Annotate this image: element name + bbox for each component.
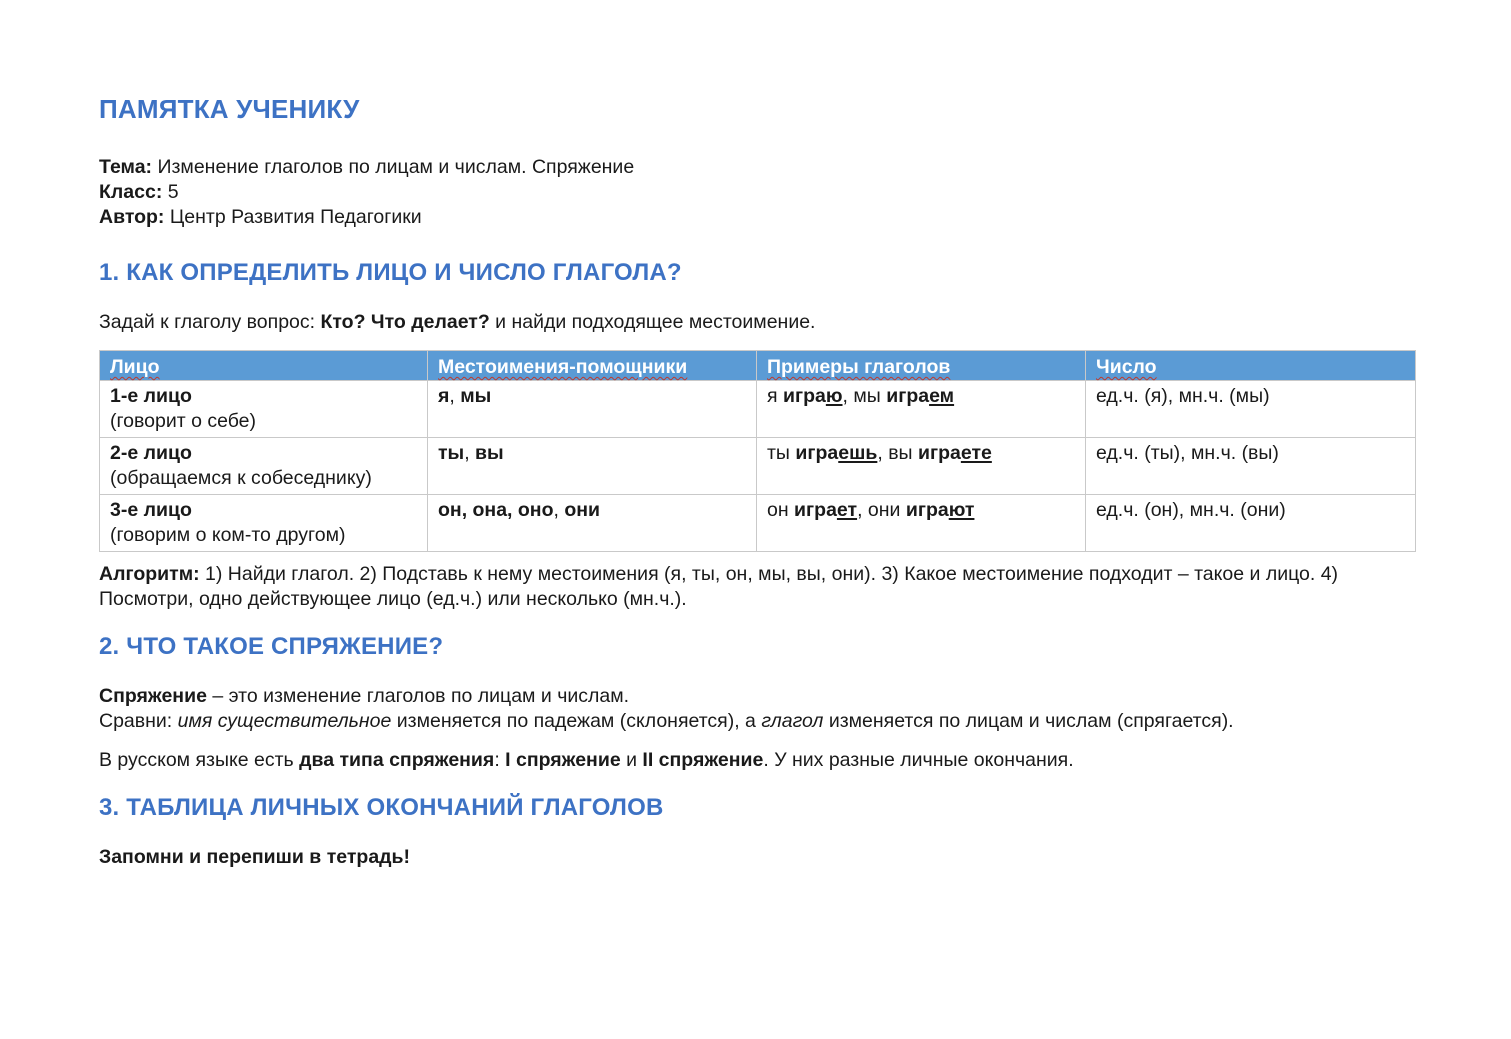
header-person: Лицо xyxy=(110,356,160,378)
verb-ending: ют xyxy=(948,499,975,521)
number-cell: ед.ч. (я), мн.ч. (мы) xyxy=(1086,381,1416,438)
section3-heading: 3. ТАБЛИЦА ЛИЧНЫХ ОКОНЧАНИЙ ГЛАГОЛОВ xyxy=(99,794,664,821)
table-row xyxy=(100,495,1416,552)
header-number: Число xyxy=(1096,356,1157,378)
examples-cell: ты играешь, вы играете xyxy=(757,438,1086,495)
remember-text: Запомни и перепиши в тетрадь! xyxy=(99,846,411,868)
example-pronoun: я xyxy=(767,385,778,407)
remember-note xyxy=(99,845,1415,870)
example-verb xyxy=(794,499,857,521)
pronoun-a: я xyxy=(438,385,450,407)
pronouns-cell: я, мы xyxy=(428,381,757,438)
pronoun-a: ты xyxy=(438,442,465,464)
pronoun-b: они xyxy=(564,499,601,521)
person-number-table xyxy=(99,350,1416,552)
verb-ending: ете xyxy=(960,442,992,464)
verb-ending: ю xyxy=(825,385,843,407)
section2-heading: 2. ЧТО ТАКОЕ СПРЯЖЕНИЕ? xyxy=(99,633,444,660)
number-cell: ед.ч. (он), мн.ч. (они) xyxy=(1086,495,1416,552)
person-label: 2-е лицо xyxy=(110,442,192,464)
example-pronoun: вы xyxy=(888,442,913,464)
types-bold: два типа спряжения xyxy=(299,749,495,771)
types-before: В русском языке есть xyxy=(99,749,294,771)
pronouns-cell: он, она, оно, они xyxy=(428,495,757,552)
document-content xyxy=(99,92,1415,870)
types-second: II спряжение xyxy=(642,749,764,771)
verb-stem: игра xyxy=(794,499,837,521)
table-header-row xyxy=(100,351,1416,381)
pronouns-cell: ты, вы xyxy=(428,438,757,495)
person-note: (говорит о себе) xyxy=(110,410,257,432)
page-title: ПАМЯТКА УЧЕНИКУ xyxy=(99,94,360,124)
verb-ending: ешь xyxy=(838,442,878,464)
definition-text: – это изменение глаголов по лицам и числам. xyxy=(212,685,630,707)
algorithm-label: Алгоритм: xyxy=(99,563,200,585)
algorithm-text: 1) Найди глагол. 2) Подставь к нему местоимения (я, ты, он, мы, вы, они). 3) Какое местоимение подходит – такое и лицо. 4) Посмотри, одно действующее лицо (ед.ч.) или несколько (мн.ч.). xyxy=(99,563,1339,610)
document-meta xyxy=(99,155,1415,230)
compare-middle: изменяется по падежам (склоняется), а xyxy=(396,710,756,732)
table-header-cell xyxy=(757,351,1086,381)
types-first: I спряжение xyxy=(505,749,621,771)
verb-ending: ет xyxy=(836,499,858,521)
header-pronouns: Местоимения-помощники xyxy=(438,356,688,378)
examples-cell: я играю, мы играем xyxy=(757,381,1086,438)
example-verb xyxy=(886,385,954,407)
intro-text-after: и найди подходящее местоимение. xyxy=(495,311,816,333)
definition-line xyxy=(99,684,1415,709)
compare-end: изменяется по лицам и числам (спрягается). xyxy=(828,710,1234,732)
example-pronoun: мы xyxy=(853,385,881,407)
conjugation-types-line: В русском языке есть два типа спряжения: I спряжение и II спряжение. У них разные личные окончания. xyxy=(99,749,1074,771)
intro-question: Кто? Что делает? xyxy=(320,311,490,333)
person-cell xyxy=(100,438,428,495)
person-label: 1-е лицо xyxy=(110,385,192,407)
table-row xyxy=(100,438,1416,495)
verb-ending: ем xyxy=(929,385,955,407)
meta-author-value: Центр Развития Педагогики xyxy=(169,206,422,228)
verb-stem: игра xyxy=(795,442,839,464)
verb-stem: игра xyxy=(782,385,826,407)
verb-stem: игра xyxy=(905,499,949,521)
meta-topic-label: Тема: xyxy=(99,156,153,178)
person-label: 3-е лицо xyxy=(110,499,192,521)
number-cell: ед.ч. (ты), мн.ч. (вы) xyxy=(1086,438,1416,495)
examples-cell: он играет, они играют xyxy=(757,495,1086,552)
pronoun-b: мы xyxy=(460,385,492,407)
intro-text-before: Задай к глаголу вопрос: xyxy=(99,311,316,333)
algorithm-paragraph xyxy=(99,562,1415,612)
meta-author-label: Автор: xyxy=(99,206,165,228)
pronoun-a: он, она, оно xyxy=(438,499,554,521)
compare-label: Сравни: xyxy=(99,710,173,732)
example-verb xyxy=(783,385,843,407)
meta-grade-label: Класс: xyxy=(99,181,163,203)
example-verb xyxy=(918,442,992,464)
header-examples: Примеры глаголов xyxy=(767,356,951,378)
verb-stem: игра xyxy=(886,385,930,407)
compare-line xyxy=(99,709,1415,734)
meta-author xyxy=(99,205,1415,230)
section1-heading: 1. КАК ОПРЕДЕЛИТЬ ЛИЦО И ЧИСЛО ГЛАГОЛА? xyxy=(99,259,682,286)
table-header-cell xyxy=(1086,351,1416,381)
types-and: и xyxy=(626,749,637,771)
meta-topic-value: Изменение глаголов по лицам и числам. Спряжение xyxy=(157,156,635,178)
compare-noun: имя существительное xyxy=(177,710,392,732)
person-note: (говорим о ком-то другом) xyxy=(110,524,346,546)
pronoun-b: вы xyxy=(475,442,504,464)
example-verb xyxy=(906,499,975,521)
table-header-cell xyxy=(100,351,428,381)
types-after: . У них разные личные окончания. xyxy=(763,749,1074,771)
table-row xyxy=(100,381,1416,438)
verb-stem: игра xyxy=(917,442,961,464)
table-header-cell xyxy=(428,351,757,381)
example-verb xyxy=(795,442,877,464)
meta-grade xyxy=(99,180,1415,205)
meta-grade-value: 5 xyxy=(167,181,179,203)
example-pronoun: он xyxy=(767,499,789,521)
person-cell xyxy=(100,381,428,438)
compare-verb: глагол xyxy=(761,710,824,732)
person-cell xyxy=(100,495,428,552)
example-pronoun: ты xyxy=(767,442,790,464)
person-note: (обращаемся к собеседнику) xyxy=(110,467,372,489)
definition-term: Спряжение xyxy=(99,685,207,707)
meta-topic xyxy=(99,155,1415,180)
example-pronoun: они xyxy=(867,499,901,521)
section1-intro xyxy=(99,310,1415,335)
